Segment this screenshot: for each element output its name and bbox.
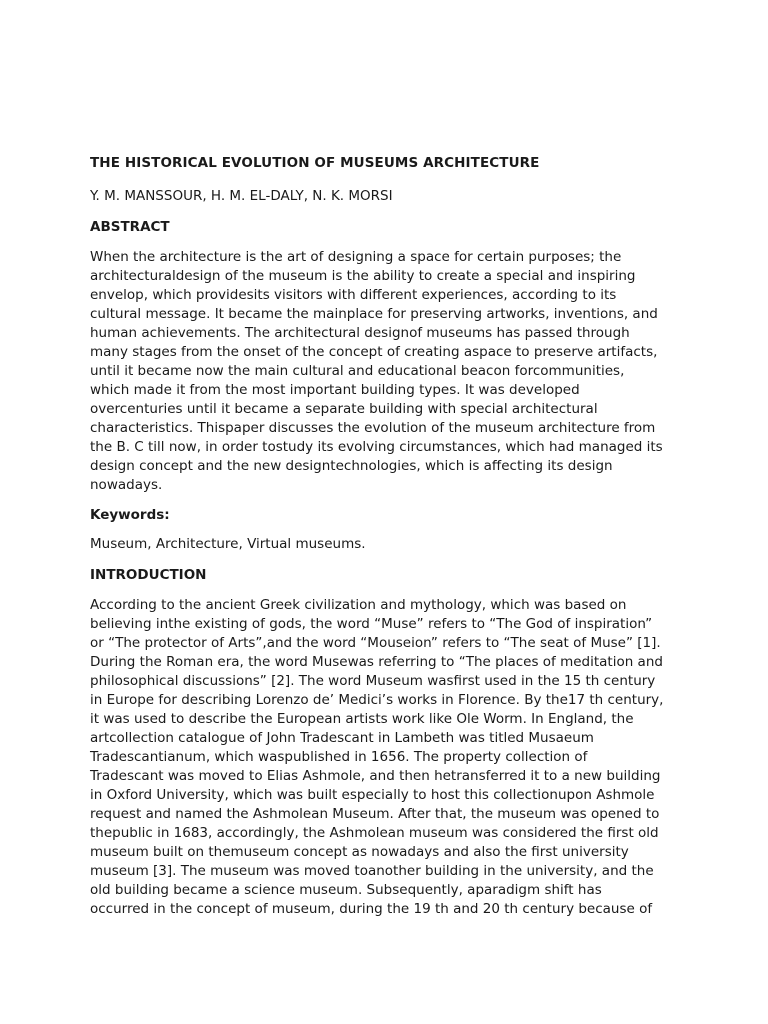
abstract-line: human achievements. The architectural designof museums has passed through xyxy=(90,325,630,341)
keywords-heading: Keywords: xyxy=(90,507,170,523)
abstract-line: envelop, which providesits visitors with different experiences, according to its xyxy=(90,287,617,303)
introduction-line: believing inthe existing of gods, the word “Muse” refers to “The God of inspiration” xyxy=(90,616,653,632)
introduction-line: museum built on themuseum concept as nowadays and also the first university xyxy=(90,844,629,860)
introduction-line: old building became a science museum. Subsequently, aparadigm shift has xyxy=(90,882,602,898)
paper-title: THE HISTORICAL EVOLUTION OF MUSEUMS ARCHITECTURE xyxy=(90,155,540,171)
introduction-heading: INTRODUCTION xyxy=(90,567,207,583)
abstract-paragraph xyxy=(90,248,682,495)
introduction-line: or “The protector of Arts”,and the word “Mouseion” refers to “The seat of Muse” [1]. xyxy=(90,635,661,651)
abstract-line: cultural message. It became the mainplace for preserving artworks, inventions, and xyxy=(90,306,658,322)
introduction-line: philosophical discussions” [2]. The word Museum wasfirst used in the 15 th century xyxy=(90,673,656,689)
abstract-line: nowadays. xyxy=(90,477,163,493)
abstract-line: many stages from the onset of the concept of creating aspace to preserve artifacts, xyxy=(90,344,658,360)
introduction-line: thepublic in 1683, accordingly, the Ashmolean museum was considered the first old xyxy=(90,825,659,841)
introduction-line: According to the ancient Greek civilization and mythology, which was based on xyxy=(90,597,627,613)
introduction-line: Tradescant was moved to Elias Ashmole, and then hetransferred it to a new building xyxy=(90,768,661,784)
abstract-line: When the architecture is the art of designing a space for certain purposes; the xyxy=(90,249,622,265)
abstract-line: characteristics. Thispaper discusses the evolution of the museum architecture from xyxy=(90,420,656,436)
abstract-heading: ABSTRACT xyxy=(90,219,170,235)
introduction-line: During the Roman era, the word Musewas referring to “The places of meditation and xyxy=(90,654,663,670)
introduction-line: occurred in the concept of museum, during the 19 th and 20 th century because of xyxy=(90,901,653,917)
keywords-text: Museum, Architecture, Virtual museums. xyxy=(90,536,366,552)
document-page xyxy=(90,155,682,931)
abstract-line: the B. C till now, in order tostudy its evolving circumstances, which had managed its xyxy=(90,439,663,455)
introduction-line: in Europe for describing Lorenzo de’ Medici’s works in Florence. By the17 th century, xyxy=(90,692,664,708)
abstract-line: until it became now the main cultural and educational beacon forcommunities, xyxy=(90,363,625,379)
abstract-line: which made it from the most important building types. It was developed xyxy=(90,382,580,398)
abstract-line: design concept and the new designtechnologies, which is affecting its design xyxy=(90,458,613,474)
paper-authors: Y. M. MANSSOUR, H. M. EL-DALY, N. K. MORSI xyxy=(90,188,393,204)
abstract-line: overcenturies until it became a separate building with special architectural xyxy=(90,401,598,417)
introduction-line: request and named the Ashmolean Museum. After that, the museum was opened to xyxy=(90,806,660,822)
introduction-line: museum [3]. The museum was moved toanother building in the university, and the xyxy=(90,863,654,879)
introduction-line: it was used to describe the European artists work like Ole Worm. In England, the xyxy=(90,711,634,727)
introduction-line: Tradescantianum, which waspublished in 1656. The property collection of xyxy=(90,749,588,765)
abstract-line: architecturaldesign of the museum is the ability to create a special and inspiring xyxy=(90,268,636,284)
introduction-line: artcollection catalogue of John Tradescant in Lambeth was titled Musaeum xyxy=(90,730,594,746)
introduction-paragraph xyxy=(90,596,682,919)
introduction-line: in Oxford University, which was built especially to host this collectionupon Ashmole xyxy=(90,787,655,803)
